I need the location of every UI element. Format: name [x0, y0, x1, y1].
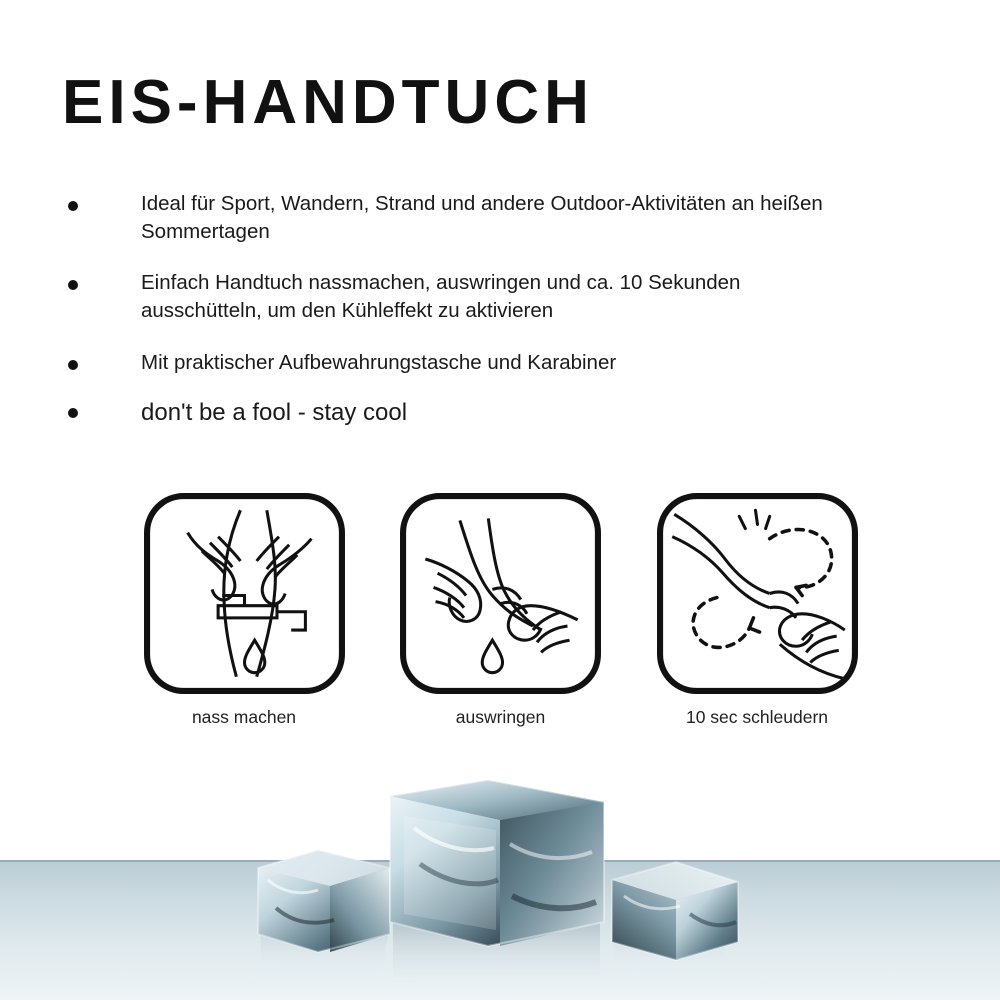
bullet-text: Einfach Handtuch nassmachen, auswringen und ca. 10 Sekunden ausschütteln, um den Kühleffekt zu aktivieren [141, 270, 741, 322]
ice-cubes-illustration [0, 756, 1000, 1000]
step-caption: nass machen [191, 707, 297, 727]
ice-cube-center [390, 780, 604, 946]
swing-towel-icon [656, 492, 859, 695]
list-item [62, 397, 862, 428]
list-item [62, 190, 862, 247]
instruction-step [641, 492, 873, 728]
ice-cube-right [612, 862, 738, 960]
bullet-dot-icon [68, 201, 78, 211]
wet-towel-under-tap-icon [143, 492, 346, 695]
ice-cube-left [258, 850, 390, 952]
list-item [62, 269, 862, 326]
step-caption: auswringen [455, 707, 546, 727]
bullet-text: Mit praktischer Aufbewahrungstasche und Karabiner [141, 351, 617, 375]
page-title: EIS-HANDTUCH [62, 68, 594, 137]
instruction-step [128, 492, 360, 728]
wring-towel-hands-icon [399, 492, 602, 695]
bullet-text-slogan: don't be a fool - stay cool [141, 399, 408, 427]
feature-bullet-list [62, 190, 862, 451]
instruction-step [385, 492, 617, 728]
ice-cubes-photo [0, 756, 1000, 1000]
bullet-dot-icon [68, 360, 78, 370]
instruction-steps [128, 492, 873, 728]
bullet-dot-icon [68, 408, 78, 418]
step-caption: 10 sec schleudern [685, 707, 829, 727]
bullet-dot-icon [68, 280, 78, 290]
bullet-text: Ideal für Sport, Wandern, Strand und andere Outdoor-Aktivitäten an heißen Sommertagen [141, 192, 823, 244]
list-item [62, 349, 862, 377]
